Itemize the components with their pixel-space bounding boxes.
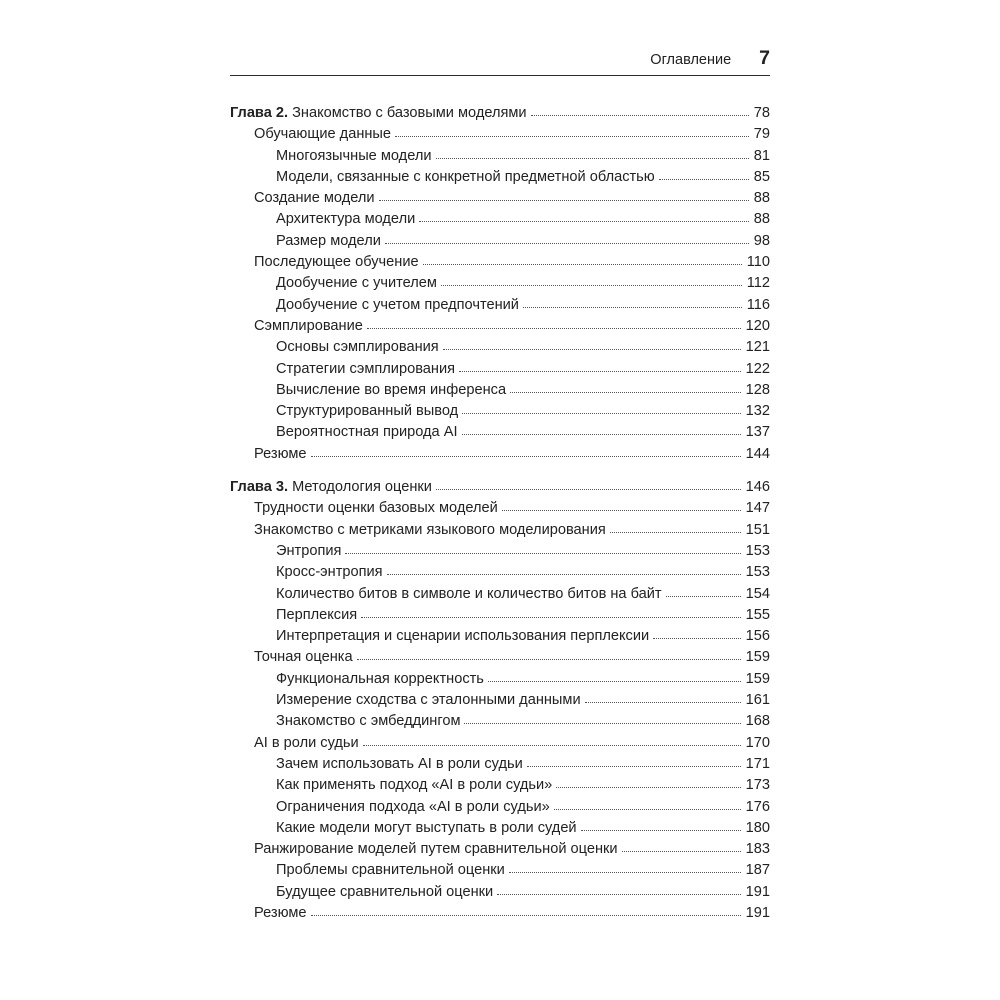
dot-leader xyxy=(464,723,740,724)
toc-entry-title: Функциональная корректность xyxy=(276,670,484,687)
dot-leader xyxy=(556,787,740,788)
dot-leader xyxy=(510,392,741,393)
dot-leader xyxy=(653,638,741,639)
dot-leader xyxy=(497,894,740,895)
toc-list xyxy=(230,103,770,924)
toc-entry-page: 112 xyxy=(746,275,770,292)
toc-entry-page: 79 xyxy=(753,126,770,143)
dot-leader xyxy=(311,456,741,457)
dot-leader xyxy=(436,158,749,159)
toc-entry xyxy=(230,711,770,732)
toc-entry-title: Знакомство с эмбеддингом xyxy=(276,713,461,730)
toc-entry-page: 155 xyxy=(745,606,770,623)
toc-entry-title: AI в роли судьи xyxy=(254,734,359,751)
toc-entry-page: 170 xyxy=(745,734,770,751)
toc-entry-title: Какие модели могут выступать в роли судей xyxy=(276,819,577,836)
toc-entry-page: 146 xyxy=(745,479,770,496)
dot-leader xyxy=(395,136,749,137)
toc-entry-page: 154 xyxy=(745,585,770,602)
toc-entry xyxy=(230,882,770,903)
toc-entry-page: 187 xyxy=(745,862,770,879)
toc-entry xyxy=(230,584,770,605)
dot-leader xyxy=(585,702,741,703)
toc-entry-page: 147 xyxy=(745,500,770,517)
toc-entry-page: 121 xyxy=(745,339,770,356)
dot-leader xyxy=(554,809,741,810)
toc-entry-page: 120 xyxy=(745,317,770,334)
toc-entry-title: Трудности оценки базовых моделей xyxy=(254,500,498,517)
toc-entry-title: Архитектура модели xyxy=(276,211,416,228)
toc-entry-title: Энтропия xyxy=(276,542,342,559)
toc-entry-title: Резюме xyxy=(254,445,307,462)
toc-entry-page: 153 xyxy=(745,542,770,559)
toc-entry xyxy=(230,839,770,860)
dot-leader xyxy=(462,434,741,435)
toc-entry-title: Проблемы сравнительной оценки xyxy=(276,862,505,879)
toc-entry-page: 180 xyxy=(745,819,770,836)
dot-leader xyxy=(361,617,740,618)
toc-entry-title: Измерение сходства с эталонными данными xyxy=(276,692,581,709)
toc-entry-title: Сэмплирование xyxy=(254,317,363,334)
toc-entry-title: Ранжирование моделей путем сравнительной оценки xyxy=(254,841,618,858)
toc-entry-title: Кросс-энтропия xyxy=(276,564,383,581)
dot-leader xyxy=(423,264,742,265)
page-number: 7 xyxy=(759,47,770,69)
toc-entry xyxy=(230,605,770,626)
toc-entry xyxy=(230,103,770,124)
toc-entry-title: Будущее сравнительной оценки xyxy=(276,883,494,900)
toc-entry-page: 137 xyxy=(745,424,770,441)
toc-entry-page: 156 xyxy=(745,628,770,645)
toc-entry-page: 176 xyxy=(745,798,770,815)
toc-entry xyxy=(230,647,770,668)
toc-entry-page: 191 xyxy=(745,883,770,900)
toc-entry-page: 81 xyxy=(753,147,770,164)
dot-leader xyxy=(385,243,749,244)
toc-entry-title: Дообучение с учетом предпочтений xyxy=(276,296,519,313)
toc-entry-page: 116 xyxy=(746,296,770,313)
toc-entry xyxy=(230,860,770,881)
dot-leader xyxy=(311,915,741,916)
toc-entry xyxy=(230,188,770,209)
toc-entry xyxy=(230,167,770,188)
toc-section xyxy=(230,103,770,465)
toc-entry-page: 191 xyxy=(745,904,770,921)
toc-entry-title: Размер модели xyxy=(276,232,381,249)
toc-section xyxy=(230,477,770,924)
toc-entry-page: 110 xyxy=(746,254,770,271)
toc-entry-page: 159 xyxy=(745,670,770,687)
toc-entry-page: 128 xyxy=(745,381,770,398)
dot-leader xyxy=(363,745,741,746)
dot-leader xyxy=(527,766,741,767)
dot-leader xyxy=(345,553,740,554)
dot-leader xyxy=(462,413,740,414)
toc-entry-page: 161 xyxy=(745,692,770,709)
dot-leader xyxy=(488,681,741,682)
toc-entry-page: 85 xyxy=(753,168,770,185)
toc-entry-title: Как применять подход «AI в роли судьи» xyxy=(276,777,553,794)
toc-entry-title: Ограничения подхода «AI в роли судьи» xyxy=(276,798,550,815)
toc-entry xyxy=(230,252,770,273)
dot-leader xyxy=(622,851,741,852)
toc-entry-title: Многоязычные модели xyxy=(276,147,432,164)
toc-entry xyxy=(230,775,770,796)
toc-entry-title: Последующее обучение xyxy=(254,254,419,271)
dot-leader xyxy=(357,659,741,660)
toc-entry xyxy=(230,401,770,422)
chapter-prefix: Глава 3. xyxy=(230,479,293,496)
toc-entry-title: Перплексия xyxy=(276,606,358,623)
running-head: Оглавление xyxy=(650,52,732,68)
dot-leader xyxy=(459,371,741,372)
toc-entry xyxy=(230,541,770,562)
dot-leader xyxy=(419,221,749,222)
toc-entry-page: 98 xyxy=(753,232,770,249)
toc-entry xyxy=(230,733,770,754)
toc-entry-title: Вычисление во время инференса xyxy=(276,381,507,398)
toc-entry-title: Интерпретация и сценарии использования перплексии xyxy=(276,628,650,645)
toc-entry-title: Количество битов в символе и количество битов на байт xyxy=(276,585,662,602)
toc-entry-page: 159 xyxy=(745,649,770,666)
toc-entry xyxy=(230,209,770,230)
dot-leader xyxy=(581,830,741,831)
toc-entry xyxy=(230,754,770,775)
toc-entry xyxy=(230,316,770,337)
toc-entry-page: 144 xyxy=(745,445,770,462)
toc-entry xyxy=(230,146,770,167)
toc-entry-title: Стратегии сэмплирования xyxy=(276,360,456,377)
toc-entry xyxy=(230,337,770,358)
dot-leader xyxy=(436,489,741,490)
toc-entry xyxy=(230,359,770,380)
dot-leader xyxy=(441,285,742,286)
toc-entry xyxy=(230,380,770,401)
toc-entry-page: 173 xyxy=(745,777,770,794)
dot-leader xyxy=(610,532,741,533)
page-header xyxy=(230,47,770,70)
toc-entry-page: 153 xyxy=(745,564,770,581)
toc-entry xyxy=(230,690,770,711)
toc-entry-title: Структурированный вывод xyxy=(276,403,459,420)
toc-entry-title: Модели, связанные с конкретной предметной областью xyxy=(276,168,655,185)
toc-entry-title: Основы сэмплирования xyxy=(276,339,439,356)
toc-entry xyxy=(230,520,770,541)
toc-page xyxy=(230,47,770,924)
toc-entry-page: 171 xyxy=(745,755,770,772)
dot-leader xyxy=(509,872,741,873)
toc-entry xyxy=(230,797,770,818)
toc-entry xyxy=(230,818,770,839)
toc-entry-page: 78 xyxy=(753,105,770,121)
toc-entry xyxy=(230,273,770,294)
toc-entry xyxy=(230,562,770,583)
chapter-prefix: Глава 2. xyxy=(230,105,293,121)
toc-entry xyxy=(230,498,770,519)
toc-entry-title: Резюме xyxy=(254,904,307,921)
toc-entry xyxy=(230,626,770,647)
dot-leader xyxy=(387,574,741,575)
dot-leader xyxy=(659,179,749,180)
toc-entry-title: Вероятностная природа AI xyxy=(276,424,458,441)
toc-entry-page: 132 xyxy=(745,403,770,420)
dot-leader xyxy=(666,596,741,597)
toc-entry xyxy=(230,422,770,443)
toc-entry-page: 88 xyxy=(753,190,770,207)
toc-entry-title: Дообучение с учителем xyxy=(276,275,437,292)
toc-entry xyxy=(230,444,770,465)
toc-entry xyxy=(230,295,770,316)
dot-leader xyxy=(523,307,742,308)
toc-entry-title: Зачем использовать AI в роли судьи xyxy=(276,755,523,772)
toc-entry-page: 122 xyxy=(745,360,770,377)
toc-entry-title: Знакомство с метриками языкового моделирования xyxy=(254,521,606,538)
toc-entry xyxy=(230,231,770,252)
toc-entry xyxy=(230,903,770,924)
toc-entry xyxy=(230,124,770,145)
dot-leader xyxy=(379,200,749,201)
dot-leader xyxy=(367,328,741,329)
toc-entry-title: Обучающие данные xyxy=(254,126,392,143)
toc-entry-page: 88 xyxy=(753,211,770,228)
toc-entry xyxy=(230,669,770,690)
toc-entry-title: Глава 2. Знакомство с базовыми моделями xyxy=(230,105,527,121)
toc-entry-title: Точная оценка xyxy=(254,649,353,666)
toc-entry-title: Создание модели xyxy=(254,190,375,207)
dot-leader xyxy=(502,510,741,511)
header-rule xyxy=(230,75,770,76)
dot-leader xyxy=(443,349,741,350)
toc-entry-page: 183 xyxy=(745,841,770,858)
toc-entry xyxy=(230,477,770,498)
toc-entry-page: 151 xyxy=(745,521,770,538)
toc-entry-page: 168 xyxy=(745,713,770,730)
dot-leader xyxy=(531,115,749,116)
toc-entry-title: Глава 3. Методология оценки xyxy=(230,479,432,496)
